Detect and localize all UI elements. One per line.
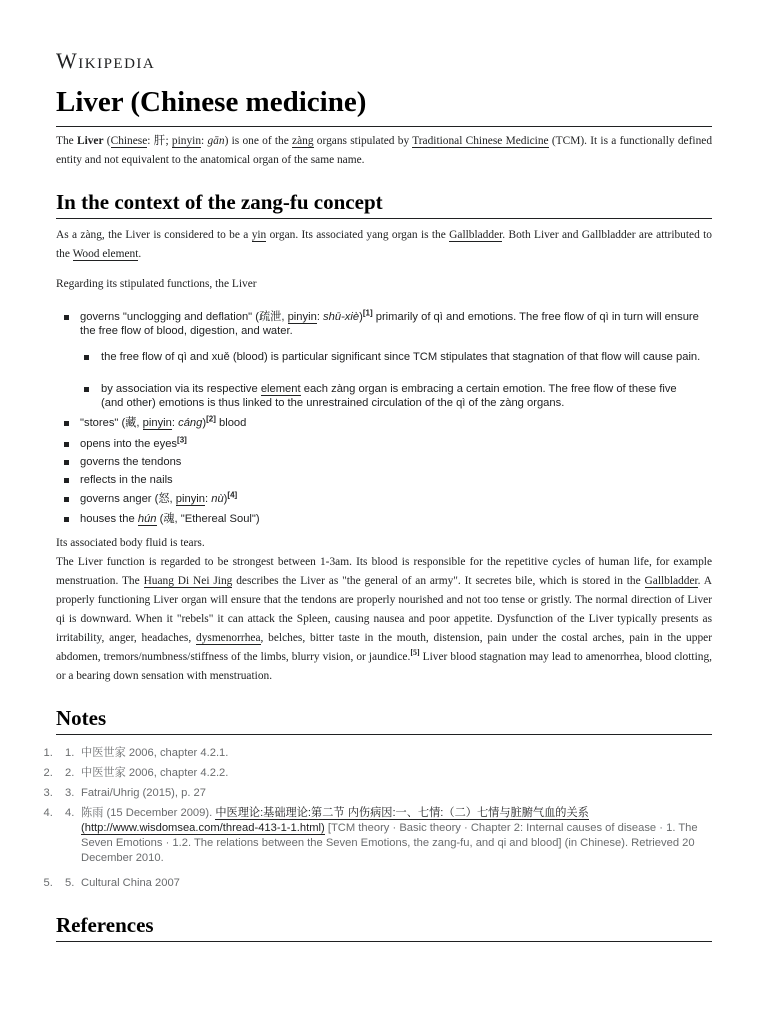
bullet-icon xyxy=(64,460,69,465)
note-item: 5. 5. Cultural China 2007 xyxy=(56,876,712,891)
link-wood-element[interactable]: Wood element xyxy=(72,248,139,260)
link-tcm[interactable]: Traditional Chinese Medicine xyxy=(412,135,549,147)
link-pinyin[interactable]: pinyin xyxy=(287,311,317,323)
link-dysmenorrhea[interactable]: dysmenorrhea xyxy=(196,632,261,644)
bullet-icon xyxy=(64,442,69,447)
bullet-icon xyxy=(64,478,69,483)
bullet-icon xyxy=(64,497,69,502)
article-page: Wikipedia Liver (Chinese medicine) The Liver (Chinese: 肝; pinyin: gān) is one of the zàng organs stipulated by Traditional Chinese Medicine (TCM). It is a functionally defined entity and not equivalent to the anatomical organ of the same name. In the context of the zang-fu concept As a zàng, the Liver is considered to be a yin organ. Its associated yang organ is the Gallbladder. Both Liver and Gallbladder are attributed to the Wood element. Regarding its stipulated functions, the Liver governs "unclogging and deflation" (疏泄, pinyin: shū-xiè)[1] primarily of qì and emotions. The free flow of qì in turn will ensure the free flow of blood, digestion, and water. the free flow of qì and xuě (blood) is particular significant since TCM stipulates that stagnation of that flow will cause pain. by association via its respective element each zàng organ is embracing a certain emotion. The free flow of these five (and other) emotions is thus linked to the unrestrained circulation of the qì of the zàng organs. "stores" (藏, pinyin: cáng)[2] blood opens into the eyes[3] governs the tendons reflects in the nails governs anger (怒, pinyin: nù)[4] houses the hún (魂, "Ethereal Soul") Its associated body fluid is tears. The Liver function is regarded to be strongest between 1-3am. Its blood is responsible for the repetitive cycles of human life, for example menstruation. The Huang Di Nei Jing describes the Liver as "the general of an army". It secretes bile, which is stored in the Gallbladder. A properly functioning Liver organ will ensure that the tendons are properly nourished and not too tense or gristly. The normal direction of Liver qi is downward. When it "rebels" it can attack the Spleen, causing nausea and poor appetite. Dysfunction of the Liver typically presents as irritability, anger, headaches, dysmenorrhea, belches, bitter taste in the mouth, distension, pain under the costal arches, pain in the upper abdomen, tremors/numbness/stiffness of the limbs, blurry vision, or jaundice.[5] Liver blood stagnation may lead to amenorrhea, blood clotting, or a bearing down sensation with menstruation. Notes 1. 1. 中医世家 2006, chapter 4.2.1. 2. 2. 中医世家 2006, chapter 4.2.2. 3. 3. Fatrai/Uhrig (2015), p. 27 4. 4. 陈雨 (15 December 2009). 中医理论:基础理论:第二节 内伤病因:一、七情:（二）七情与脏腑气血的关系 (http://www.wisdomsea.com/thread-413-1-1.html) [TCM theory · Basic theory · Chapter 2: Internal causes of disease · 1. The Seven Emotions · 1.2. The relations between the Seven Emotions, the zang-fu, and qi and blood] (in Chinese). Retrieved 20 December 2010. 5. 5. Cultural China 2007 References xyxy=(0,0,768,1024)
section-divider-zangfu xyxy=(56,218,712,219)
section-divider-references xyxy=(56,941,712,942)
wikipedia-wordmark[interactable]: Wikipedia xyxy=(56,48,156,73)
ref-5[interactable]: [5] xyxy=(410,648,420,658)
link-chinese[interactable]: Chinese xyxy=(110,135,148,147)
title-divider xyxy=(56,126,712,127)
link-pinyin[interactable]: pinyin xyxy=(142,417,172,429)
link-pinyin[interactable]: pinyin xyxy=(175,493,205,505)
link-wisdomsea[interactable]: 中医理论:基础理论:第二节 内伤病因:一、七情:（二）七情与脏腑气血的关系 (http://www.wisdomsea.com/thread-413-1-1.html) xyxy=(81,807,589,834)
note-item: 2. 2. 中医世家 2006, chapter 4.2.2. xyxy=(56,766,712,781)
bullet-icon xyxy=(64,421,69,426)
page-title: Liver (Chinese medicine) xyxy=(56,86,367,118)
note-item: 1. 1. 中医世家 2006, chapter 4.2.1. xyxy=(56,746,712,761)
term-liver: Liver xyxy=(76,135,104,147)
intro-paragraph: The Liver (Chinese: 肝; pinyin: gān) is one of the zàng organs stipulated by Traditional Chinese Medicine (TCM). It is a functionally defined entity and not equivalent to the anatomical organ of the same name. xyxy=(56,135,713,166)
body-fluid-paragraph: Its associated body fluid is tears. xyxy=(56,537,205,549)
section-heading-notes: Notes xyxy=(56,706,107,730)
ref-1[interactable]: [1] xyxy=(362,308,373,318)
ref-2[interactable]: [2] xyxy=(206,414,216,424)
link-zang[interactable]: zàng xyxy=(292,135,314,147)
bullet-icon xyxy=(84,355,89,360)
note-item: 4. 4. 陈雨 (15 December 2009). 中医理论:基础理论:第二节 内伤病因:一、七情:（二）七情与脏腑气血的关系 (http://www.wisdomsea.com/thread-413-1-1.html) [TCM theory · Basic theory · Chapter 2: Internal causes of disease · 1. The Seven Emotions · 1.2. The relations between the Seven Emotions, the zang-fu, and qi and blood] (in Chinese). Retrieved 20 December 2010. xyxy=(56,806,712,821)
bullet-icon xyxy=(84,387,89,392)
link-hun[interactable]: hún xyxy=(137,513,157,525)
link-pinyin[interactable]: pinyin xyxy=(171,135,202,147)
ref-3[interactable]: [3] xyxy=(177,435,187,445)
bullet-icon xyxy=(64,517,69,522)
link-gallbladder[interactable]: Gallbladder xyxy=(644,575,698,587)
link-gallbladder[interactable]: Gallbladder xyxy=(449,229,503,241)
liver-function-paragraph: The Liver function is regarded to be strongest between 1-3am. Its blood is responsible for the repetitive cycles of human life, for example menstruation. The Huang Di Nei Jing describes the Liver as "the general of an army". It secretes bile, which is stored in the Gallbladder. A properly functioning Liver organ will ensure that the tendons are properly nourished and not too tense or gristly. The normal direction of Liver qi is downward. When it "rebels" it can attack the Spleen, causing nausea and poor appetite. Dysfunction of the Liver typically presents as irritability, anger, headaches, dysmenorrhea, belches, bitter taste in the mouth, distension, pain under the costal arches, pain in the upper abdomen, tremors/numbness/stiffness of the limbs, blurry vision, or jaundice.[5] Liver blood stagnation may lead to amenorrhea, blood clotting, or a bearing down sensation with menstruation. xyxy=(56,556,712,682)
note-item: 3. 3. Fatrai/Uhrig (2015), p. 27 xyxy=(56,786,712,801)
section-divider-notes xyxy=(56,734,712,735)
link-yin[interactable]: yin xyxy=(251,229,267,241)
zangfu-paragraph-2: Regarding its stipulated functions, the Liver xyxy=(56,278,257,290)
section-heading-zangfu: In the context of the zang-fu concept xyxy=(56,190,383,214)
ref-4[interactable]: [4] xyxy=(227,490,238,500)
term-gan: gān xyxy=(207,135,225,147)
link-huang-di-nei-jing[interactable]: Huang Di Nei Jing xyxy=(143,575,233,587)
zangfu-paragraph-1: As a zàng, the Liver is considered to be a yin organ. Its associated yang organ is the Gallbladder. Both Liver and Gallbladder are attributed to the Wood element. xyxy=(56,229,712,260)
link-element[interactable]: element xyxy=(260,383,301,395)
bullet-icon xyxy=(64,315,69,320)
section-heading-references: References xyxy=(56,913,154,937)
